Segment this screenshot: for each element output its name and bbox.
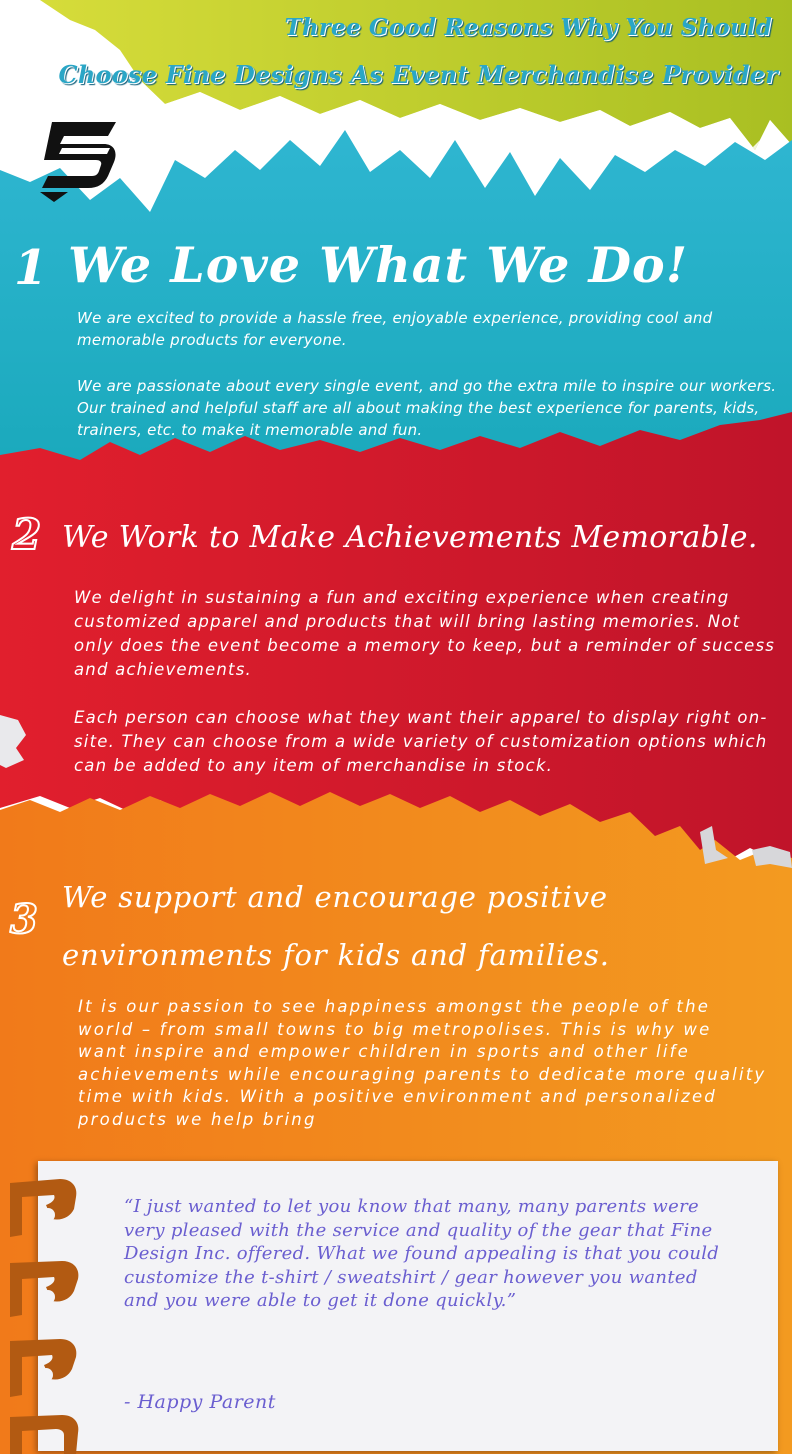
fine-designs-logo-icon (34, 118, 120, 204)
section-1-paragraph-1: We are excited to provide a hassle free, enjoyable experience, providing cool and memorable products for everyone. (77, 309, 713, 349)
section-1-heading: We Love What We Do! (68, 236, 689, 294)
section-3-heading-line-2: environments for kids and families. (62, 938, 610, 972)
spiral-binding-icon (0, 1165, 110, 1454)
testimonial-quote: “I just wanted to let you know that many, many parents were very pleased with the service and quality of the gear that Fine Design Inc. offered. What we found appealing is that you could customize the t-shirt / sweatshirt / gear however you wanted and you were able to get it done quickly.” (124, 1196, 720, 1311)
section-3-paragraph-1: It is our passion to see happiness amongst the people of the world – from small towns to big metropolises. This is why we want inspire and empower children in sports and other life achievements while encouraging parents to dedicate more quality time with kids. With a positive environment and personalized products we help bring (78, 997, 767, 1129)
section-1-paragraph-2: We are passionate about every single event, and go the extra mile to inspire our workers. Our trained and helpful staff are all about making the best experience for parents, kids, trainers, etc. to make it memorable and fun. (77, 377, 777, 439)
title-line-1: Three Good Reasons Why You Should (284, 14, 772, 41)
section-3-heading-line-1: We support and encourage positive (62, 880, 608, 914)
section-2-paragraph-2: Each person can choose what they want their apparel to display right on-site. They can choose from a wide variety of customization options which can be added to any item of merchandise in stock. (74, 708, 768, 775)
testimonial-attribution: - Happy Parent (124, 1391, 276, 1413)
section-3-number: 3 (10, 896, 38, 943)
section-2-paragraph-1: We delight in sustaining a fun and exciting experience when creating customized apparel and products that will bring lasting memories. Not only does the event become a memory to keep, but a reminder of success and achievements. (74, 588, 776, 679)
section-2-heading: We Work to Make Achievements Memorable. (62, 520, 758, 555)
title-line-2: Choose Fine Designs As Event Merchandise Provider (58, 60, 778, 89)
section-2-number: 2 (12, 510, 42, 559)
section-1-number: 1 (14, 240, 48, 296)
